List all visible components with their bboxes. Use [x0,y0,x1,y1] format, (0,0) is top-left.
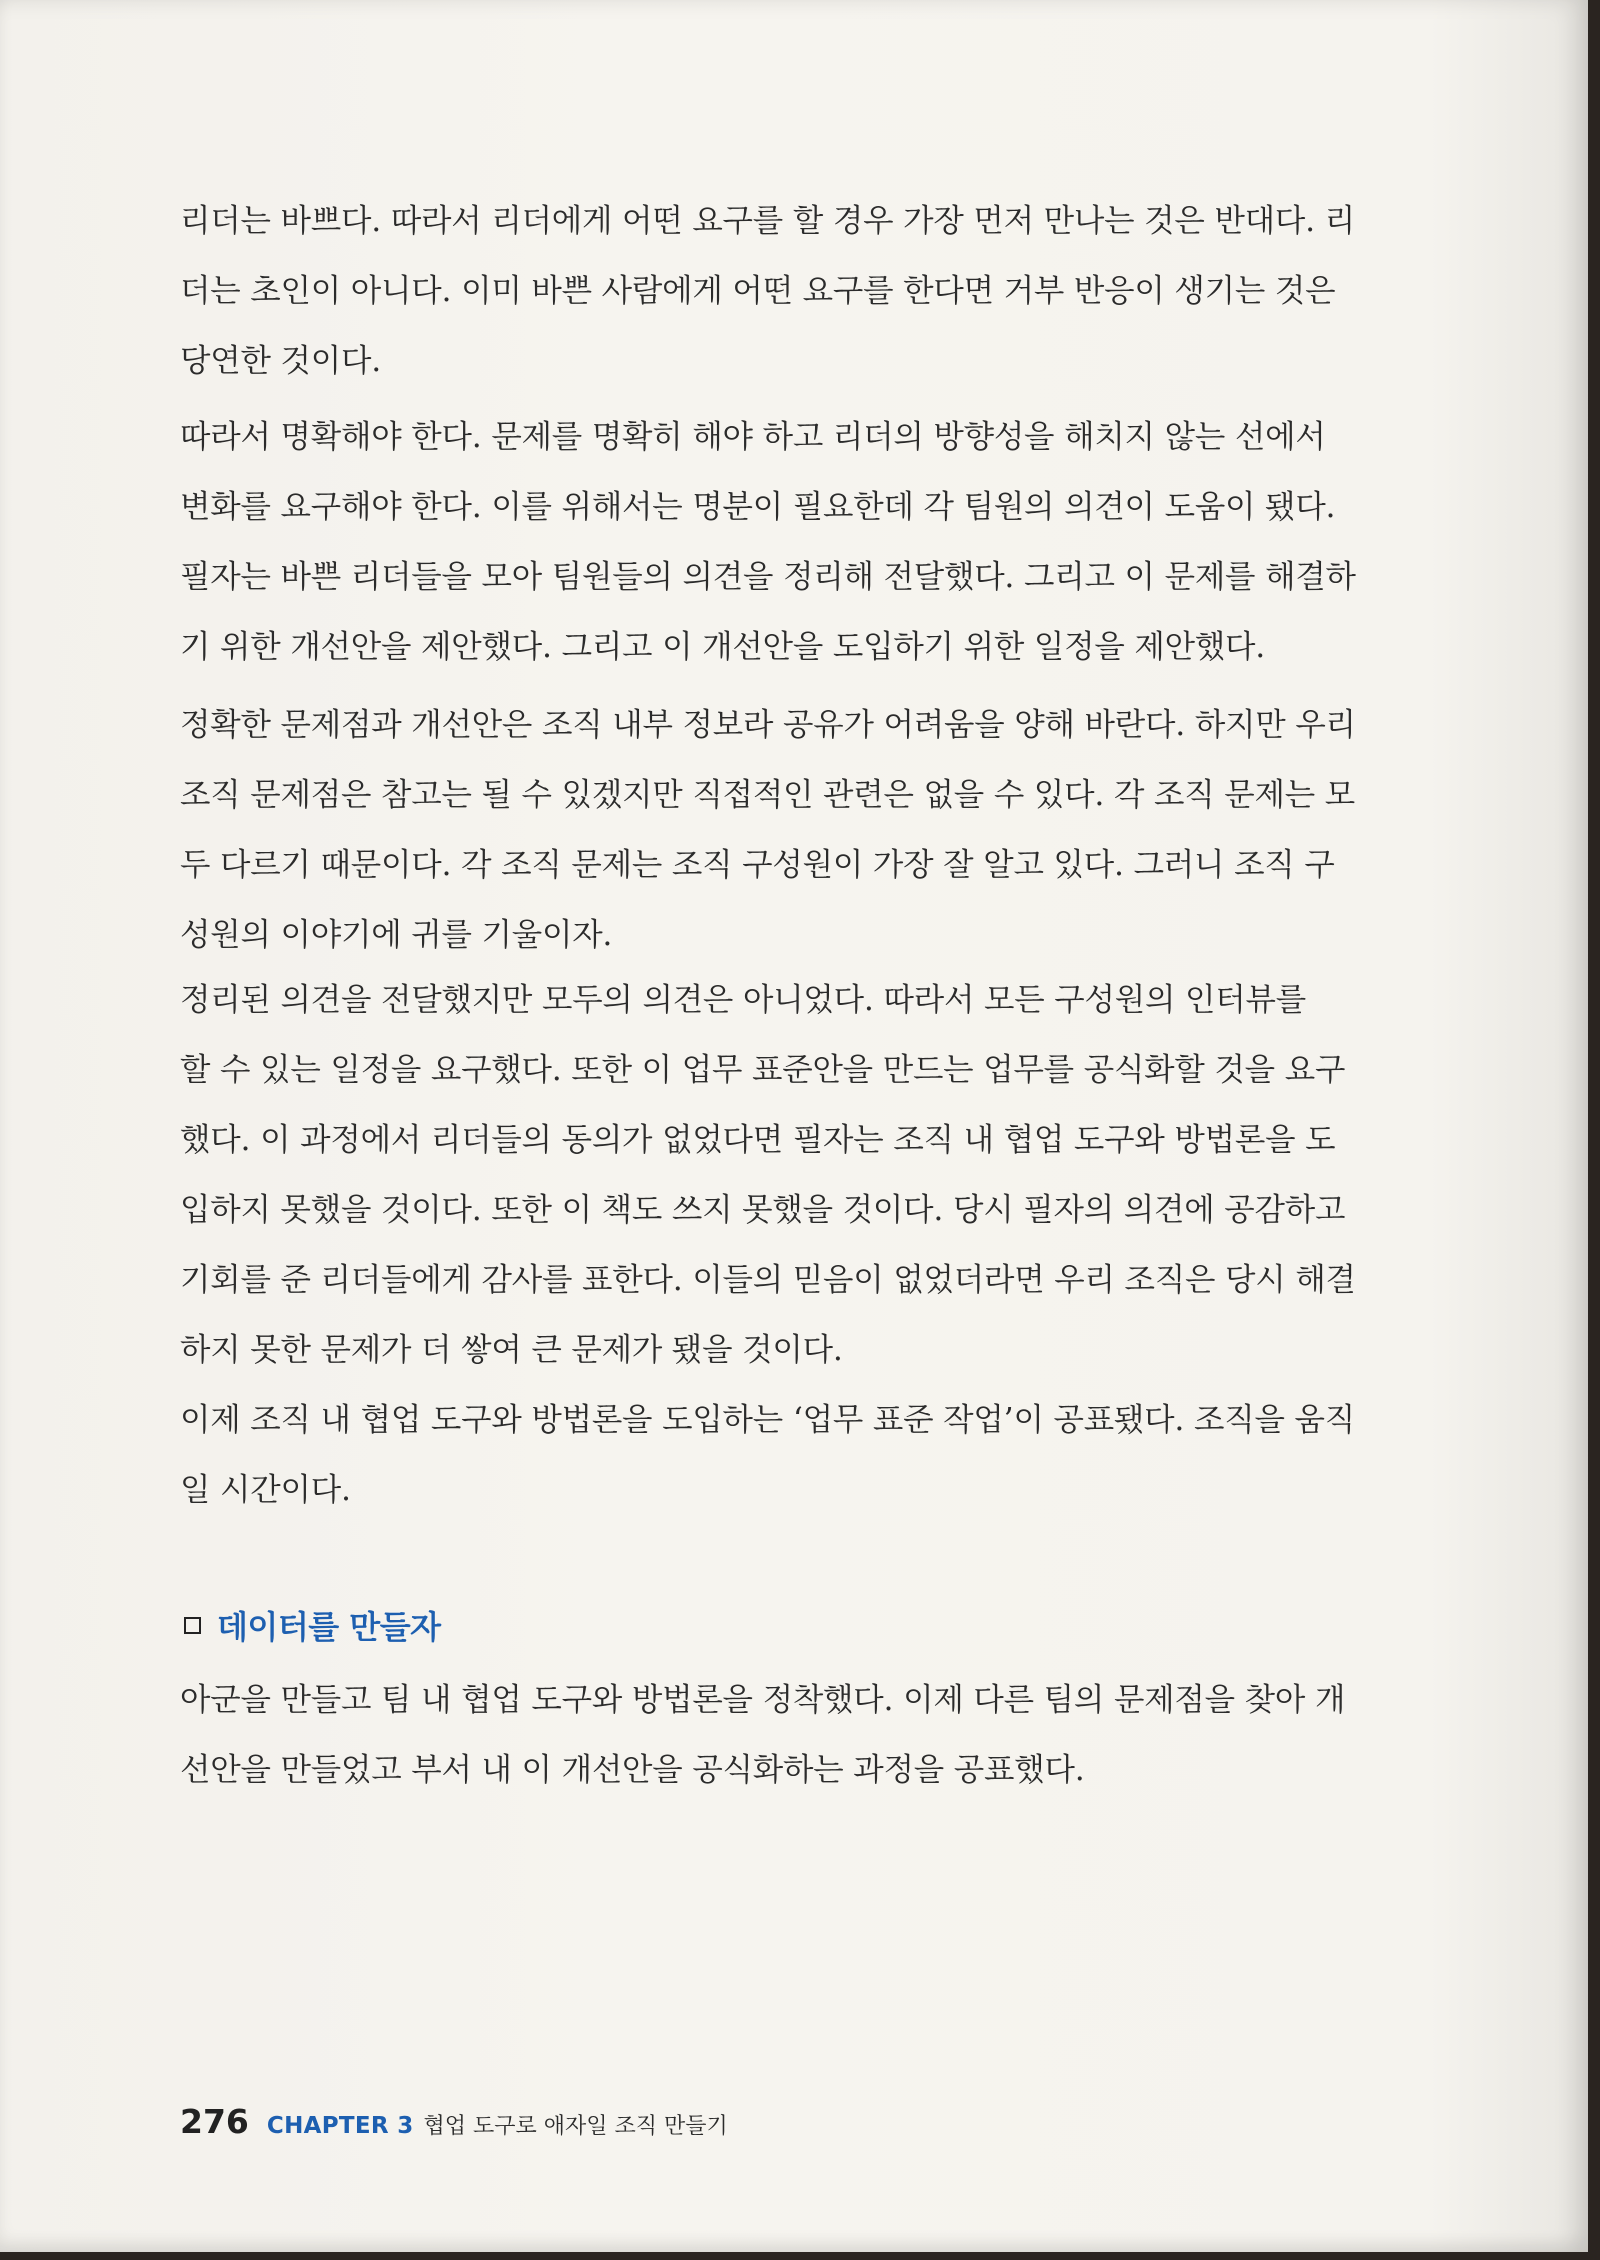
paragraph-5 [180,1385,1392,1525]
section-heading-text: 데이터를 만들자 [217,1608,441,1646]
section-heading [184,1600,441,1650]
paragraph-text: 리더는 바쁘다. 따라서 리더에게 어떤 요구를 할 경우 가장 먼저 만나는 것은 반대다. 리 더는 초인이 아니다. 이미 바쁜 사람에게 어떤 요구를 한다면 거부 반응이 생기는 것은 당연한 것이다. [180,203,1355,379]
paragraph-text: 정리된 의견을 전달했지만 모두의 의견은 아니었다. 따라서 모든 구성원의 인터뷰를 할 수 있는 일정을 요구했다. 또한 이 업무 표준안을 만드는 업무를 공식화할 것을 요구 했다. 이 과정에서 리더들의 동의가 없었다면 필자는 조직 내 협업 도구와 방법론을 도 입하지 못했을 것이다. 또한 이 책도 쓰지 못했을 것이다. 당시 필자의 의견에 공감하고 기회를 준 리더들에게 감사를 표한다. 이들의 믿음이 없었더라면 우리 조직은 당시 해결 하지 못한 문제가 더 쌓여 큰 문제가 됐을 것이다. [180,982,1356,1368]
chapter-label: CHAPTER 3 [266,2113,414,2139]
paragraph-3 [180,690,1392,970]
paragraph-2 [180,402,1392,682]
paragraph-text: 이제 조직 내 협업 도구와 방법론을 도입하는 ‘업무 표준 작업’이 공표됐다. 조직을 움직 일 시간이다. [180,1402,1355,1508]
square-bullet-icon [184,1617,201,1634]
page-footer [180,2102,728,2141]
paragraph-text: 정확한 문제점과 개선안은 조직 내부 정보라 공유가 어려움을 양해 바란다. 하지만 우리 조직 문제점은 참고는 될 수 있겠지만 직접적인 관련은 없을 수 있다. 각 조직 문제는 모 두 다르기 때문이다. 각 조직 문제는 조직 구성원이 가장 잘 알고 있다. 그러니 조직 구 성원의 이야기에 귀를 기울이자. [180,707,1356,953]
paragraph-1 [180,186,1392,396]
page-number: 276 [180,2102,249,2141]
paragraph-6 [180,1665,1392,1805]
chapter-title: 협업 도구로 애자일 조직 만들기 [423,2114,728,2139]
paragraph-text: 따라서 명확해야 한다. 문제를 명확히 해야 하고 리더의 방향성을 해치지 않는 선에서 변화를 요구해야 한다. 이를 위해서는 명분이 필요한데 각 팀원의 의견이 도움이 됐다. 필자는 바쁜 리더들을 모아 팀원들의 의견을 정리해 전달했다. 그리고 이 문제를 해결하 기 위한 개선안을 제안했다. 그리고 이 개선안을 도입하기 위한 일정을 제안했다. [180,419,1356,665]
paragraph-4 [180,965,1392,1385]
paragraph-text: 아군을 만들고 팀 내 협업 도구와 방법론을 정착했다. 이제 다른 팀의 문제점을 찾아 개 선안을 만들었고 부서 내 이 개선안을 공식화하는 과정을 공표했다. [180,1682,1346,1788]
